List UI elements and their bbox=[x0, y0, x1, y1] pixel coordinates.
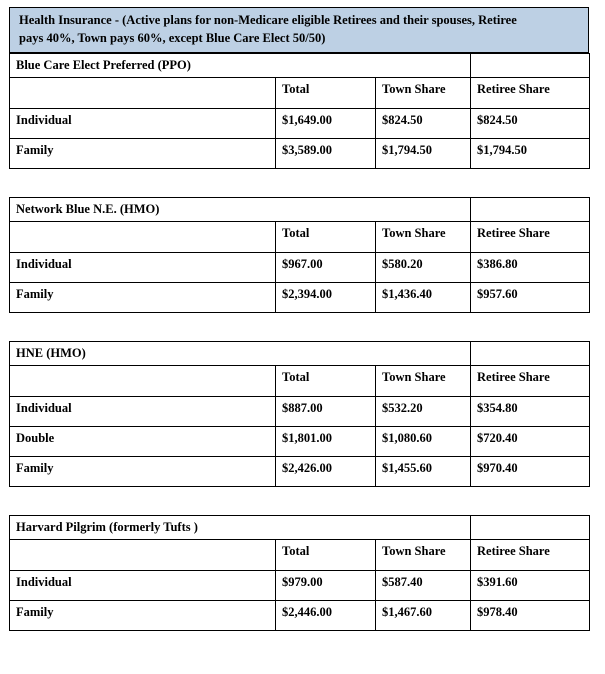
table-row bbox=[10, 253, 590, 283]
plan-name: HNE (HMO) bbox=[10, 342, 471, 366]
table-row bbox=[10, 571, 590, 601]
cell-retiree-share: $978.40 bbox=[471, 601, 590, 631]
column-header-row bbox=[10, 366, 590, 397]
cell-retiree-share: $824.50 bbox=[471, 109, 590, 139]
cell-total: $967.00 bbox=[276, 253, 376, 283]
banner-line-2: pays 40%, Town pays 60%, except Blue Care Elect 50/50) bbox=[19, 30, 326, 45]
cell-town-share: $1,436.40 bbox=[376, 283, 471, 313]
column-header-town-share: Town Share bbox=[376, 540, 471, 571]
plan-table-network-blue-ne bbox=[9, 197, 590, 313]
banner-line-1: Health Insurance - (Active plans for non-Medicare eligible Retirees and their spouses, Retiree bbox=[19, 13, 517, 27]
table-gap bbox=[9, 169, 597, 197]
column-header-label-cell bbox=[10, 540, 276, 571]
cell-total: $1,649.00 bbox=[276, 109, 376, 139]
plan-name: Network Blue N.E. (HMO) bbox=[10, 198, 471, 222]
cell-retiree-share: $391.60 bbox=[471, 571, 590, 601]
row-label: Individual bbox=[10, 109, 276, 139]
cell-total: $979.00 bbox=[276, 571, 376, 601]
table-gap bbox=[9, 313, 597, 341]
row-label: Double bbox=[10, 427, 276, 457]
plan-title-row bbox=[10, 516, 590, 540]
plan-table-harvard-pilgrim bbox=[9, 515, 590, 631]
column-header-label-cell bbox=[10, 78, 276, 109]
column-header-retiree-share: Retiree Share bbox=[471, 366, 590, 397]
row-label: Family bbox=[10, 601, 276, 631]
plan-table-hne bbox=[9, 341, 590, 487]
cell-retiree-share: $957.60 bbox=[471, 283, 590, 313]
cell-retiree-share: $970.40 bbox=[471, 457, 590, 487]
row-label: Family bbox=[10, 139, 276, 169]
column-header-total: Total bbox=[276, 366, 376, 397]
column-header-row bbox=[10, 78, 590, 109]
table-row bbox=[10, 139, 590, 169]
cell-town-share: $580.20 bbox=[376, 253, 471, 283]
cell-total: $2,446.00 bbox=[276, 601, 376, 631]
plan-name: Harvard Pilgrim (formerly Tufts ) bbox=[10, 516, 471, 540]
row-label: Individual bbox=[10, 571, 276, 601]
cell-town-share: $587.40 bbox=[376, 571, 471, 601]
plan-title-empty-cell bbox=[471, 198, 590, 222]
column-header-row bbox=[10, 540, 590, 571]
cell-retiree-share: $386.80 bbox=[471, 253, 590, 283]
cell-total: $2,394.00 bbox=[276, 283, 376, 313]
column-header-town-share: Town Share bbox=[376, 78, 471, 109]
table-gap bbox=[9, 487, 597, 515]
plan-title-row bbox=[10, 342, 590, 366]
plan-title-empty-cell bbox=[471, 54, 590, 78]
cell-retiree-share: $720.40 bbox=[471, 427, 590, 457]
plan-title-row bbox=[10, 198, 590, 222]
cell-total: $887.00 bbox=[276, 397, 376, 427]
cell-town-share: $1,080.60 bbox=[376, 427, 471, 457]
cell-town-share: $824.50 bbox=[376, 109, 471, 139]
cell-retiree-share: $1,794.50 bbox=[471, 139, 590, 169]
document-banner bbox=[9, 7, 589, 53]
cell-total: $1,801.00 bbox=[276, 427, 376, 457]
column-header-town-share: Town Share bbox=[376, 222, 471, 253]
column-header-row bbox=[10, 222, 590, 253]
plan-table-blue-care-elect-preferred bbox=[9, 53, 590, 169]
cell-town-share: $1,794.50 bbox=[376, 139, 471, 169]
table-row bbox=[10, 457, 590, 487]
plan-title-row bbox=[10, 54, 590, 78]
row-label: Family bbox=[10, 457, 276, 487]
column-header-total: Total bbox=[276, 78, 376, 109]
row-label: Family bbox=[10, 283, 276, 313]
column-header-total: Total bbox=[276, 222, 376, 253]
cell-total: $2,426.00 bbox=[276, 457, 376, 487]
plan-title-empty-cell bbox=[471, 516, 590, 540]
table-row bbox=[10, 283, 590, 313]
cell-total: $3,589.00 bbox=[276, 139, 376, 169]
plan-title-empty-cell bbox=[471, 342, 590, 366]
cell-retiree-share: $354.80 bbox=[471, 397, 590, 427]
column-header-label-cell bbox=[10, 222, 276, 253]
column-header-retiree-share: Retiree Share bbox=[471, 78, 590, 109]
table-row bbox=[10, 109, 590, 139]
cell-town-share: $532.20 bbox=[376, 397, 471, 427]
table-row bbox=[10, 397, 590, 427]
table-row bbox=[10, 601, 590, 631]
cell-town-share: $1,455.60 bbox=[376, 457, 471, 487]
column-header-retiree-share: Retiree Share bbox=[471, 222, 590, 253]
plan-name: Blue Care Elect Preferred (PPO) bbox=[10, 54, 471, 78]
table-row bbox=[10, 427, 590, 457]
column-header-total: Total bbox=[276, 540, 376, 571]
row-label: Individual bbox=[10, 253, 276, 283]
column-header-retiree-share: Retiree Share bbox=[471, 540, 590, 571]
row-label: Individual bbox=[10, 397, 276, 427]
cell-town-share: $1,467.60 bbox=[376, 601, 471, 631]
column-header-label-cell bbox=[10, 366, 276, 397]
column-header-town-share: Town Share bbox=[376, 366, 471, 397]
